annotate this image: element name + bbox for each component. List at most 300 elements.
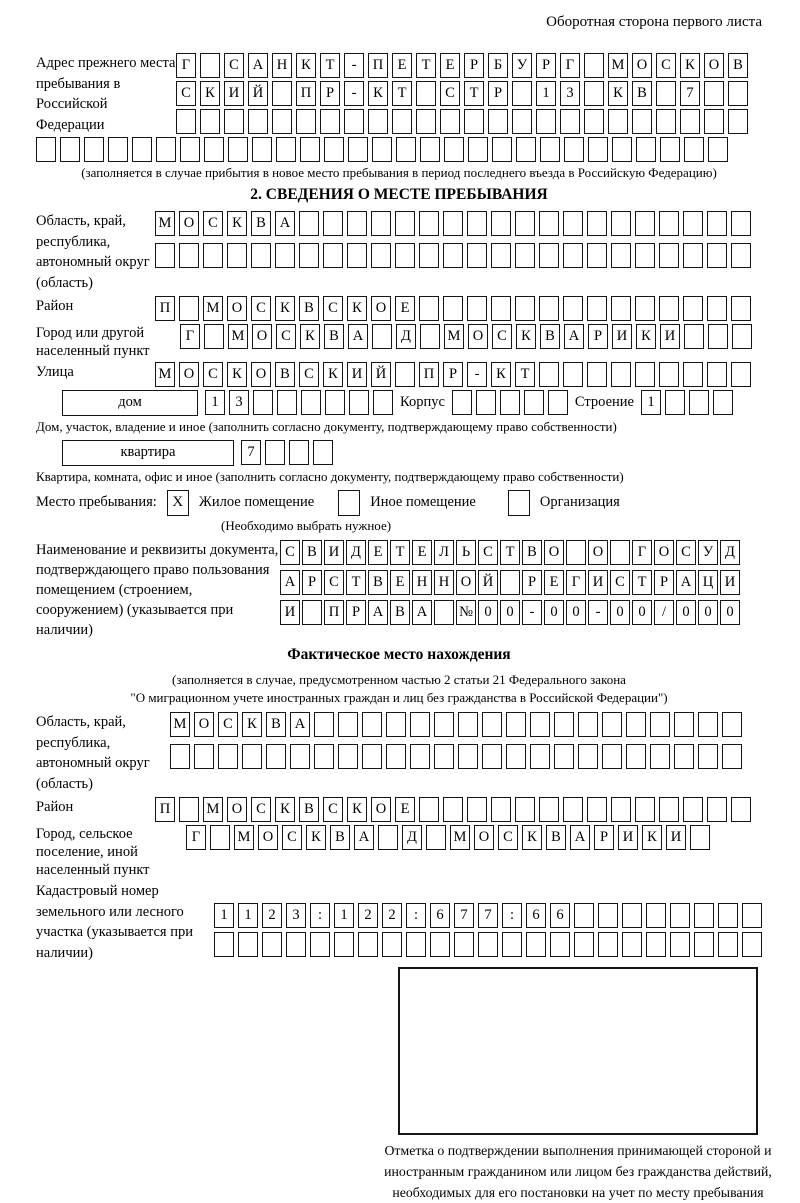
char-cell[interactable]: В <box>266 712 286 737</box>
char-cell[interactable]: М <box>155 211 175 236</box>
char-cell[interactable]: С <box>203 211 223 236</box>
char-cell[interactable] <box>578 744 598 769</box>
char-cell[interactable] <box>434 712 454 737</box>
char-cell[interactable] <box>488 109 508 134</box>
char-cell[interactable] <box>564 137 584 162</box>
char-cell[interactable] <box>272 109 292 134</box>
char-cell[interactable] <box>314 744 334 769</box>
char-cell[interactable]: А <box>368 600 388 625</box>
char-cell[interactable] <box>670 932 690 957</box>
char-cell[interactable] <box>611 362 631 387</box>
char-cell[interactable]: В <box>728 53 748 78</box>
char-cell[interactable]: В <box>330 825 350 850</box>
char-cell[interactable]: С <box>203 362 223 387</box>
char-cell[interactable] <box>674 712 694 737</box>
char-cell[interactable] <box>310 932 330 957</box>
char-cell[interactable] <box>731 797 751 822</box>
char-cell[interactable] <box>395 243 415 268</box>
char-cell[interactable] <box>301 390 321 415</box>
char-cell[interactable] <box>608 109 628 134</box>
char-cell[interactable]: О <box>704 53 724 78</box>
char-cell[interactable] <box>372 137 392 162</box>
char-cell[interactable] <box>248 109 268 134</box>
char-cell[interactable]: 2 <box>262 903 282 928</box>
char-cell[interactable]: К <box>347 296 367 321</box>
checkbox-cell[interactable] <box>338 490 360 516</box>
char-cell[interactable] <box>325 390 345 415</box>
checkbox-cell[interactable]: X <box>167 490 189 516</box>
char-cell[interactable] <box>482 744 502 769</box>
checkbox-cell[interactable] <box>508 490 530 516</box>
char-cell[interactable] <box>203 243 223 268</box>
char-cell[interactable]: М <box>155 362 175 387</box>
char-cell[interactable]: Е <box>395 797 415 822</box>
char-cell[interactable] <box>252 137 272 162</box>
char-cell[interactable] <box>214 932 234 957</box>
char-cell[interactable] <box>458 744 478 769</box>
char-cell[interactable]: Ь <box>456 540 476 565</box>
char-cell[interactable] <box>731 243 751 268</box>
char-cell[interactable] <box>707 362 727 387</box>
char-cell[interactable]: П <box>419 362 439 387</box>
char-cell[interactable]: С <box>478 540 498 565</box>
char-cell[interactable]: К <box>608 81 628 106</box>
char-cell[interactable]: Т <box>392 81 412 106</box>
char-cell[interactable] <box>372 324 392 349</box>
char-cell[interactable] <box>548 390 568 415</box>
char-cell[interactable]: - <box>467 362 487 387</box>
char-cell[interactable] <box>539 296 559 321</box>
char-cell[interactable] <box>348 137 368 162</box>
char-cell[interactable] <box>262 932 282 957</box>
char-cell[interactable]: 1 <box>334 903 354 928</box>
char-cell[interactable] <box>290 744 310 769</box>
char-cell[interactable]: У <box>512 53 532 78</box>
char-cell[interactable]: В <box>299 296 319 321</box>
char-cell[interactable] <box>659 797 679 822</box>
char-cell[interactable]: О <box>468 324 488 349</box>
char-cell[interactable] <box>371 243 391 268</box>
char-cell[interactable]: В <box>522 540 542 565</box>
char-cell[interactable] <box>299 211 319 236</box>
char-cell[interactable]: М <box>234 825 254 850</box>
char-cell[interactable]: С <box>323 797 343 822</box>
char-cell[interactable]: Т <box>515 362 535 387</box>
char-cell[interactable] <box>550 932 570 957</box>
char-cell[interactable]: 0 <box>500 600 520 625</box>
char-cell[interactable] <box>563 243 583 268</box>
char-cell[interactable] <box>694 903 714 928</box>
char-cell[interactable] <box>467 296 487 321</box>
char-cell[interactable]: Р <box>464 53 484 78</box>
char-cell[interactable]: 0 <box>720 600 740 625</box>
char-cell[interactable] <box>132 137 152 162</box>
char-cell[interactable]: Н <box>412 570 432 595</box>
char-cell[interactable] <box>587 296 607 321</box>
char-cell[interactable] <box>396 137 416 162</box>
char-cell[interactable] <box>602 712 622 737</box>
char-cell[interactable] <box>516 137 536 162</box>
char-cell[interactable] <box>742 903 762 928</box>
char-cell[interactable]: И <box>280 600 300 625</box>
char-cell[interactable]: Р <box>588 324 608 349</box>
char-cell[interactable]: - <box>344 53 364 78</box>
char-cell[interactable] <box>373 390 393 415</box>
char-cell[interactable]: О <box>544 540 564 565</box>
char-cell[interactable] <box>722 744 742 769</box>
char-cell[interactable]: В <box>302 540 322 565</box>
char-cell[interactable] <box>482 712 502 737</box>
char-cell[interactable]: Г <box>186 825 206 850</box>
char-cell[interactable] <box>659 243 679 268</box>
char-cell[interactable] <box>156 137 176 162</box>
char-cell[interactable]: Р <box>536 53 556 78</box>
char-cell[interactable]: Р <box>654 570 674 595</box>
char-cell[interactable]: Р <box>302 570 322 595</box>
char-cell[interactable]: Р <box>320 81 340 106</box>
char-cell[interactable]: С <box>276 324 296 349</box>
char-cell[interactable] <box>349 390 369 415</box>
char-cell[interactable]: 0 <box>632 600 652 625</box>
char-cell[interactable] <box>650 744 670 769</box>
char-cell[interactable]: 3 <box>229 390 249 415</box>
char-cell[interactable] <box>338 712 358 737</box>
char-cell[interactable] <box>636 137 656 162</box>
char-cell[interactable]: М <box>203 797 223 822</box>
char-cell[interactable] <box>656 109 676 134</box>
char-cell[interactable]: Й <box>248 81 268 106</box>
char-cell[interactable] <box>578 712 598 737</box>
inoe-checkbox[interactable] <box>338 490 360 516</box>
char-cell[interactable] <box>467 211 487 236</box>
char-cell[interactable] <box>430 932 450 957</box>
char-cell[interactable]: О <box>251 362 271 387</box>
char-cell[interactable] <box>204 137 224 162</box>
char-cell[interactable] <box>611 296 631 321</box>
char-cell[interactable]: С <box>224 53 244 78</box>
char-cell[interactable] <box>265 440 285 465</box>
char-cell[interactable] <box>444 137 464 162</box>
char-cell[interactable] <box>707 296 727 321</box>
char-cell[interactable] <box>266 744 286 769</box>
char-cell[interactable] <box>632 109 652 134</box>
char-cell[interactable]: Р <box>488 81 508 106</box>
char-cell[interactable] <box>718 932 738 957</box>
char-cell[interactable] <box>530 744 550 769</box>
char-cell[interactable]: Д <box>720 540 740 565</box>
char-cell[interactable]: 2 <box>358 903 378 928</box>
char-cell[interactable] <box>611 243 631 268</box>
char-cell[interactable] <box>314 712 334 737</box>
char-cell[interactable] <box>566 540 586 565</box>
char-cell[interactable]: Г <box>180 324 200 349</box>
char-cell[interactable]: К <box>227 362 247 387</box>
char-cell[interactable]: В <box>632 81 652 106</box>
char-cell[interactable]: Е <box>395 296 415 321</box>
char-cell[interactable]: П <box>296 81 316 106</box>
char-cell[interactable] <box>420 137 440 162</box>
char-cell[interactable] <box>416 81 436 106</box>
char-cell[interactable] <box>524 390 544 415</box>
organizaciya-checkbox[interactable] <box>508 490 530 516</box>
char-cell[interactable] <box>515 211 535 236</box>
char-cell[interactable]: И <box>347 362 367 387</box>
char-cell[interactable] <box>500 390 520 415</box>
char-cell[interactable]: А <box>676 570 696 595</box>
char-cell[interactable] <box>491 296 511 321</box>
char-cell[interactable] <box>674 744 694 769</box>
char-cell[interactable]: О <box>371 296 391 321</box>
char-cell[interactable]: Б <box>488 53 508 78</box>
char-cell[interactable] <box>179 243 199 268</box>
char-cell[interactable] <box>574 903 594 928</box>
char-cell[interactable]: И <box>618 825 638 850</box>
char-cell[interactable] <box>347 211 367 236</box>
char-cell[interactable] <box>179 296 199 321</box>
char-cell[interactable] <box>468 137 488 162</box>
char-cell[interactable] <box>635 211 655 236</box>
char-cell[interactable]: П <box>368 53 388 78</box>
char-cell[interactable]: К <box>368 81 388 106</box>
char-cell[interactable]: 6 <box>550 903 570 928</box>
char-cell[interactable] <box>512 109 532 134</box>
char-cell[interactable]: Р <box>346 600 366 625</box>
char-cell[interactable] <box>707 243 727 268</box>
char-cell[interactable] <box>204 324 224 349</box>
char-cell[interactable]: О <box>632 53 652 78</box>
char-cell[interactable] <box>611 797 631 822</box>
char-cell[interactable] <box>665 390 685 415</box>
char-cell[interactable]: О <box>179 362 199 387</box>
char-cell[interactable]: 0 <box>610 600 630 625</box>
char-cell[interactable]: 7 <box>680 81 700 106</box>
char-cell[interactable] <box>36 137 56 162</box>
char-cell[interactable]: О <box>474 825 494 850</box>
char-cell[interactable]: № <box>456 600 476 625</box>
char-cell[interactable] <box>530 712 550 737</box>
char-cell[interactable] <box>731 362 751 387</box>
char-cell[interactable] <box>660 137 680 162</box>
char-cell[interactable]: Н <box>272 53 292 78</box>
char-cell[interactable] <box>454 932 474 957</box>
char-cell[interactable] <box>467 797 487 822</box>
char-cell[interactable]: К <box>522 825 542 850</box>
char-cell[interactable] <box>300 137 320 162</box>
char-cell[interactable] <box>386 712 406 737</box>
char-cell[interactable] <box>410 712 430 737</box>
char-cell[interactable] <box>464 109 484 134</box>
char-cell[interactable]: Г <box>560 53 580 78</box>
char-cell[interactable] <box>299 243 319 268</box>
char-cell[interactable]: В <box>368 570 388 595</box>
char-cell[interactable]: О <box>371 797 391 822</box>
char-cell[interactable]: С <box>492 324 512 349</box>
char-cell[interactable]: М <box>228 324 248 349</box>
char-cell[interactable] <box>646 903 666 928</box>
char-cell[interactable]: - <box>588 600 608 625</box>
char-cell[interactable] <box>622 903 642 928</box>
char-cell[interactable]: А <box>412 600 432 625</box>
char-cell[interactable] <box>443 211 463 236</box>
char-cell[interactable] <box>540 137 560 162</box>
char-cell[interactable]: : <box>310 903 330 928</box>
char-cell[interactable] <box>491 243 511 268</box>
char-cell[interactable] <box>683 211 703 236</box>
char-cell[interactable]: 0 <box>698 600 718 625</box>
char-cell[interactable] <box>467 243 487 268</box>
char-cell[interactable]: Е <box>368 540 388 565</box>
char-cell[interactable]: И <box>324 540 344 565</box>
char-cell[interactable]: Г <box>566 570 586 595</box>
char-cell[interactable]: О <box>654 540 674 565</box>
char-cell[interactable]: : <box>502 903 522 928</box>
char-cell[interactable] <box>478 932 498 957</box>
char-cell[interactable] <box>443 243 463 268</box>
char-cell[interactable]: : <box>406 903 426 928</box>
char-cell[interactable] <box>218 744 238 769</box>
char-cell[interactable] <box>684 324 704 349</box>
char-cell[interactable] <box>320 109 340 134</box>
char-cell[interactable]: К <box>347 797 367 822</box>
char-cell[interactable] <box>732 324 752 349</box>
char-cell[interactable] <box>584 53 604 78</box>
char-cell[interactable] <box>378 825 398 850</box>
char-cell[interactable]: Н <box>434 570 454 595</box>
char-cell[interactable] <box>289 440 309 465</box>
char-cell[interactable] <box>690 825 710 850</box>
char-cell[interactable]: О <box>227 296 247 321</box>
char-cell[interactable] <box>242 744 262 769</box>
char-cell[interactable] <box>296 109 316 134</box>
char-cell[interactable]: И <box>588 570 608 595</box>
char-cell[interactable] <box>426 825 446 850</box>
char-cell[interactable] <box>324 137 344 162</box>
char-cell[interactable] <box>610 540 630 565</box>
char-cell[interactable]: А <box>570 825 590 850</box>
char-cell[interactable]: Е <box>544 570 564 595</box>
char-cell[interactable] <box>563 797 583 822</box>
char-cell[interactable]: С <box>218 712 238 737</box>
char-cell[interactable]: С <box>498 825 518 850</box>
char-cell[interactable] <box>708 137 728 162</box>
char-cell[interactable]: В <box>540 324 560 349</box>
char-cell[interactable] <box>313 440 333 465</box>
char-cell[interactable] <box>704 81 724 106</box>
char-cell[interactable]: О <box>179 211 199 236</box>
char-cell[interactable]: С <box>282 825 302 850</box>
char-cell[interactable] <box>563 296 583 321</box>
char-cell[interactable]: Г <box>176 53 196 78</box>
char-cell[interactable]: К <box>296 53 316 78</box>
char-cell[interactable]: К <box>323 362 343 387</box>
char-cell[interactable]: / <box>654 600 674 625</box>
char-cell[interactable]: К <box>491 362 511 387</box>
char-cell[interactable] <box>707 797 727 822</box>
char-cell[interactable] <box>406 932 426 957</box>
char-cell[interactable] <box>722 712 742 737</box>
char-cell[interactable]: 1 <box>641 390 661 415</box>
char-cell[interactable] <box>386 744 406 769</box>
char-cell[interactable]: 7 <box>478 903 498 928</box>
char-cell[interactable] <box>728 81 748 106</box>
char-cell[interactable]: 0 <box>566 600 586 625</box>
char-cell[interactable] <box>587 797 607 822</box>
char-cell[interactable] <box>410 744 430 769</box>
char-cell[interactable]: К <box>275 296 295 321</box>
char-cell[interactable] <box>656 81 676 106</box>
char-cell[interactable]: Й <box>371 362 391 387</box>
char-cell[interactable]: 7 <box>454 903 474 928</box>
char-cell[interactable] <box>334 932 354 957</box>
char-cell[interactable]: А <box>280 570 300 595</box>
char-cell[interactable] <box>210 825 230 850</box>
char-cell[interactable] <box>443 296 463 321</box>
char-cell[interactable]: К <box>227 211 247 236</box>
char-cell[interactable] <box>176 109 196 134</box>
char-cell[interactable]: М <box>444 324 464 349</box>
char-cell[interactable] <box>458 712 478 737</box>
char-cell[interactable] <box>491 797 511 822</box>
char-cell[interactable]: И <box>612 324 632 349</box>
char-cell[interactable] <box>704 109 724 134</box>
char-cell[interactable] <box>626 712 646 737</box>
char-cell[interactable] <box>689 390 709 415</box>
char-cell[interactable]: С <box>324 570 344 595</box>
char-cell[interactable]: А <box>564 324 584 349</box>
char-cell[interactable]: Т <box>416 53 436 78</box>
char-cell[interactable] <box>180 137 200 162</box>
char-cell[interactable] <box>362 712 382 737</box>
char-cell[interactable] <box>598 932 618 957</box>
char-cell[interactable] <box>228 137 248 162</box>
char-cell[interactable] <box>683 362 703 387</box>
char-cell[interactable] <box>344 109 364 134</box>
char-cell[interactable]: У <box>698 540 718 565</box>
char-cell[interactable]: В <box>251 211 271 236</box>
char-cell[interactable] <box>443 797 463 822</box>
char-cell[interactable]: Т <box>632 570 652 595</box>
char-cell[interactable] <box>286 932 306 957</box>
char-cell[interactable] <box>347 243 367 268</box>
char-cell[interactable]: К <box>300 324 320 349</box>
char-cell[interactable]: Ц <box>698 570 718 595</box>
char-cell[interactable]: 6 <box>526 903 546 928</box>
char-cell[interactable] <box>419 243 439 268</box>
char-cell[interactable]: 0 <box>676 600 696 625</box>
char-cell[interactable] <box>419 797 439 822</box>
char-cell[interactable] <box>491 211 511 236</box>
char-cell[interactable] <box>492 137 512 162</box>
char-cell[interactable]: В <box>299 797 319 822</box>
char-cell[interactable]: М <box>203 296 223 321</box>
char-cell[interactable] <box>515 797 535 822</box>
char-cell[interactable]: 0 <box>544 600 564 625</box>
char-cell[interactable] <box>434 744 454 769</box>
char-cell[interactable]: А <box>354 825 374 850</box>
char-cell[interactable] <box>362 744 382 769</box>
char-cell[interactable] <box>698 712 718 737</box>
char-cell[interactable]: П <box>155 797 175 822</box>
char-cell[interactable]: 1 <box>205 390 225 415</box>
char-cell[interactable] <box>646 932 666 957</box>
char-cell[interactable]: Д <box>402 825 422 850</box>
char-cell[interactable] <box>718 903 738 928</box>
char-cell[interactable]: М <box>450 825 470 850</box>
char-cell[interactable]: 3 <box>560 81 580 106</box>
char-cell[interactable]: Е <box>440 53 460 78</box>
char-cell[interactable] <box>420 324 440 349</box>
char-cell[interactable] <box>227 243 247 268</box>
